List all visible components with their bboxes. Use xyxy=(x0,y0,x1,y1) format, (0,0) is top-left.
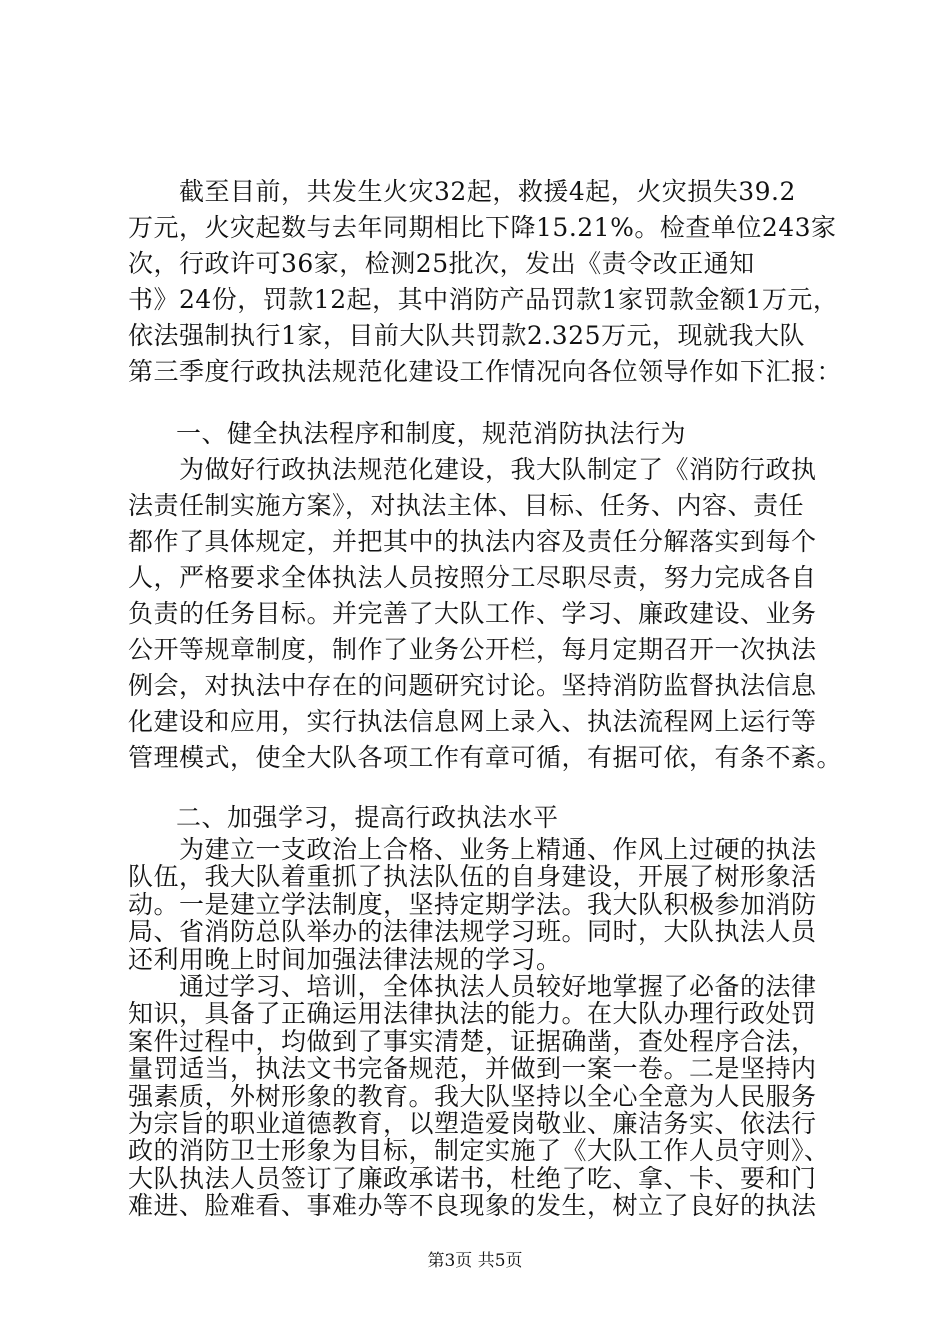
paragraph-line: 书》24份，罚款12起，其中消防产品罚款1家罚款金额1万元， xyxy=(128,285,839,314)
paragraph-line: 负责的任务目标。并完善了大队工作、学习、廉政建设、业务 xyxy=(128,599,817,628)
paragraph-line: 都作了具体规定，并把其中的执法内容及责任分解落实到每个 xyxy=(128,527,817,556)
paragraph-line: 难进、脸难看、事难办等不良现象的发生，树立了良好的执法 xyxy=(128,1191,817,1221)
paragraph-line: 知识，具备了正确运用法律执法的能力。在大队办理行政处罚 xyxy=(128,999,817,1029)
paragraph-line: 局、省消防总队举办的法律法规学习班。同时，大队执法人员 xyxy=(128,917,817,947)
paragraph-line: 为建立一支政治上合格、业务上精通、作风上过硬的执法 xyxy=(128,835,817,864)
paragraph-line: 为做好行政执法规范化建设，我大队制定了《消防行政执 xyxy=(128,455,817,484)
section-heading: 一、健全执法程序和制度，规范消防执法行为 xyxy=(176,419,687,448)
paragraph-line: 强素质，外树形象的教育。我大队坚持以全心全意为人民服务 xyxy=(128,1081,817,1111)
paragraph-line: 政的消防卫士形象为目标，制定实施了《大队工作人员守则》、 xyxy=(128,1136,830,1166)
paragraph-line: 管理模式，使全大队各项工作有章可循，有据可依，有条不紊。 xyxy=(128,743,843,772)
paragraph-line: 人，严格要求全体执法人员按照分工尽职尽责，努力完成各自 xyxy=(128,563,817,592)
paragraph-line: 第三季度行政执法规范化建设工作情况向各位领导作如下汇报： xyxy=(128,357,843,386)
paragraph-line: 队伍，我大队着重抓了执法队伍的自身建设，开展了树形象活 xyxy=(128,862,817,892)
paragraph-line: 法责任制实施方案》，对执法主体、目标、任务、内容、责任 xyxy=(128,491,805,520)
paragraph-line: 万元，火灾起数与去年同期相比下降15.21%。检查单位243家 xyxy=(128,213,837,242)
paragraph-line: 还利用晚上时间加强法律法规的学习。 xyxy=(128,944,562,974)
paragraph-line: 案件过程中，均做到了事实清楚，证据确凿，查处程序合法， xyxy=(128,1026,817,1056)
paragraph-line: 例会，对执法中存在的问题研究讨论。坚持消防监督执法信息 xyxy=(128,671,817,700)
paragraph-line: 量罚适当，执法文书完备规范，并做到一案一卷。二是坚持内 xyxy=(128,1054,817,1084)
paragraph-line: 为宗旨的职业道德教育，以塑造爱岗敬业、廉洁务实、依法行 xyxy=(128,1109,817,1138)
paragraph-line: 化建设和应用，实行执法信息网上录入、执法流程网上运行等 xyxy=(128,707,817,736)
paragraph-line: 通过学习、培训，全体执法人员较好地掌握了必备的法律 xyxy=(128,972,817,1001)
page-number-footer: 第3页 共5页 xyxy=(427,1251,523,1271)
paragraph-line: 大队执法人员签订了廉政承诺书，杜绝了吃、拿、卡、要和门 xyxy=(128,1163,817,1193)
paragraph-line: 截至目前，共发生火灾32起，救援4起，火灾损失39.2 xyxy=(128,177,796,206)
paragraph-line: 次，行政许可36家，检测25批次，发出《责令改正通知 xyxy=(128,249,755,278)
paragraph-line: 动。一是建立学法制度，坚持定期学法。我大队积极参加消防 xyxy=(128,889,817,919)
section-heading: 二、加强学习，提高行政执法水平 xyxy=(176,803,559,832)
paragraph-line: 公开等规章制度，制作了业务公开栏，每月定期召开一次执法 xyxy=(128,635,817,664)
paragraph-line: 依法强制执行1家，目前大队共罚款2.325万元，现就我大队 xyxy=(128,321,805,350)
